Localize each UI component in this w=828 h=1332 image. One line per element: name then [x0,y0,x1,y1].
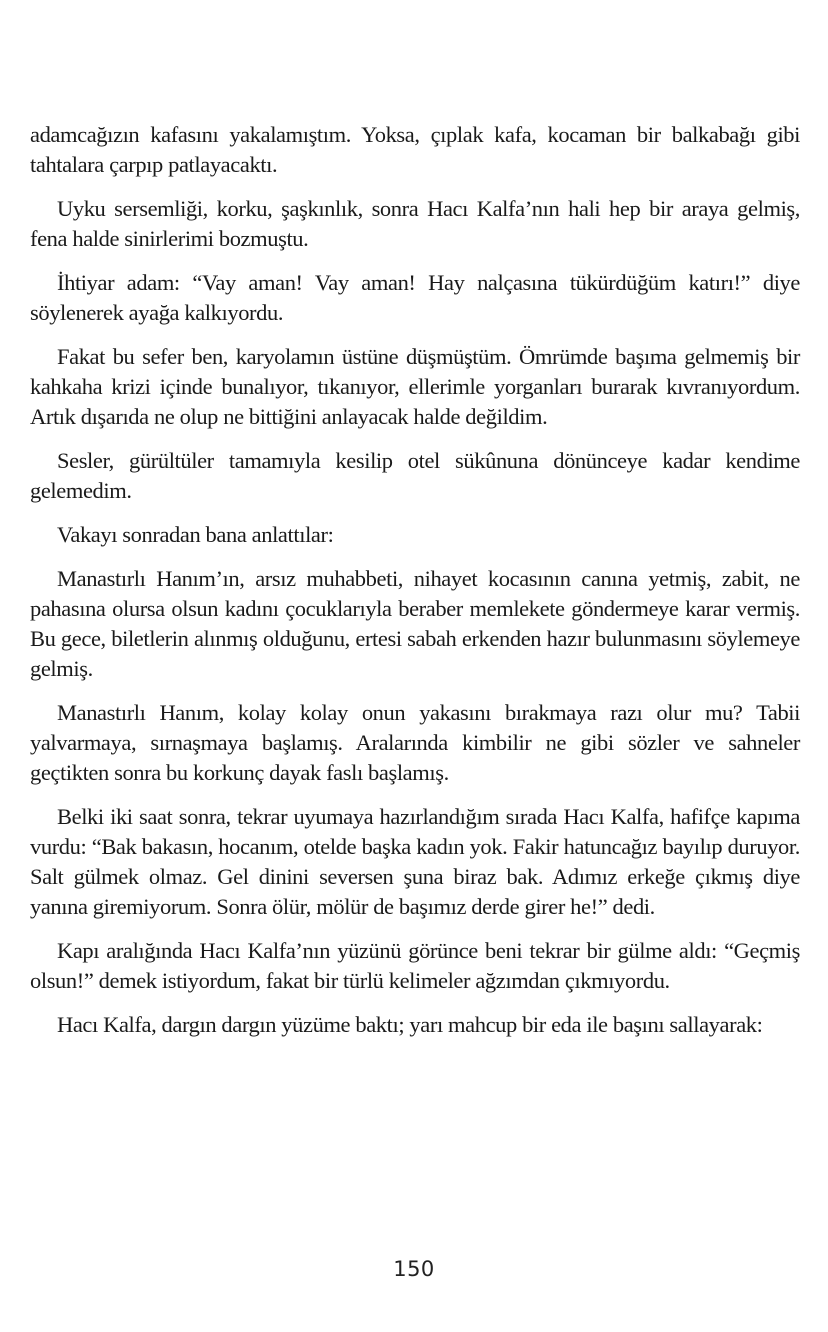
paragraph-4: Fakat bu sefer ben, karyolamın üstüne düşmüştüm. Ömrümde başıma gelmemiş bir kahkaha krizi içinde bunalıyor, tıkanıyor, ellerimle yorganları burarak kıvranıyordum. Artık dışarıda ne olup ne bittiğini anlayacak halde değildim. [30,344,800,429]
paragraph-3: İhtiyar adam: “Vay aman! Vay aman! Hay nalçasına tükürdüğüm katırı!” diye söylenerek ayağa kalkıyordu. [30,270,800,325]
paragraph-10: Kapı aralığında Hacı Kalfa’nın yüzünü görünce beni tekrar bir gülme aldı: “Geçmiş olsun!” demek istiyordum, fakat bir türlü kelimeler ağzımdan çıkmıyordu. [30,938,800,993]
paragraph-7: Manastırlı Hanım’ın, arsız muhabbeti, nihayet kocasının canına yetmiş, zabit, ne pahasına olursa olsun kadını çocuklarıyla beraber memlekete göndermeye karar vermiş. Bu gece, biletlerin alınmış olduğunu, ertesi sabah erkenden hazır bulunmasını söylemeye gelmiş. [30,566,800,681]
paragraph-2: Uyku sersemliği, korku, şaşkınlık, sonra Hacı Kalfa’nın hali hep bir araya gelmiş, fena halde sinirlerimi bozmuştu. [30,196,800,251]
paragraph-11: Hacı Kalfa, dargın dargın yüzüme baktı; yarı mahcup bir eda ile başını sallayarak: [57,1012,763,1037]
paragraph-6: Vakayı sonradan bana anlattılar: [57,522,334,547]
paragraph-5: Sesler, gürültüler tamamıyla kesilip otel sükûnuna dönünceye kadar kendime gelemedim. [30,448,800,503]
paragraph-8: Manastırlı Hanım, kolay kolay onun yakasını bırakmaya razı olur mu? Tabii yalvarmaya, sırnaşmaya başlamış. Aralarında kimbilir ne gibi sözler ve sahneler geçtikten sonra bu korkunç dayak faslı başlamış. [30,700,800,785]
page-number: 150 [393,1257,435,1281]
paragraph-1: adamcağızın kafasını yakalamıştım. Yoksa, çıplak kafa, kocaman bir balkabağı gibi tahtalara çarpıp patlayacaktı. [30,122,800,177]
paragraph-9: Belki iki saat sonra, tekrar uyumaya hazırlandığım sırada Hacı Kalfa, hafifçe kapıma vurdu: “Bak bakasın, hocanım, otelde başka kadın yok. Fakir hatuncağız bayılıp duruyor. Salt gülmek olmaz. Gel dinini seversen şuna biraz bak. Adımız erkeğe çıkmış diye yanına giremiyorum. Sonra ölür, mölür de başımız derde girer he!” dedi. [30,804,800,919]
book-page-body [30,120,800,1054]
